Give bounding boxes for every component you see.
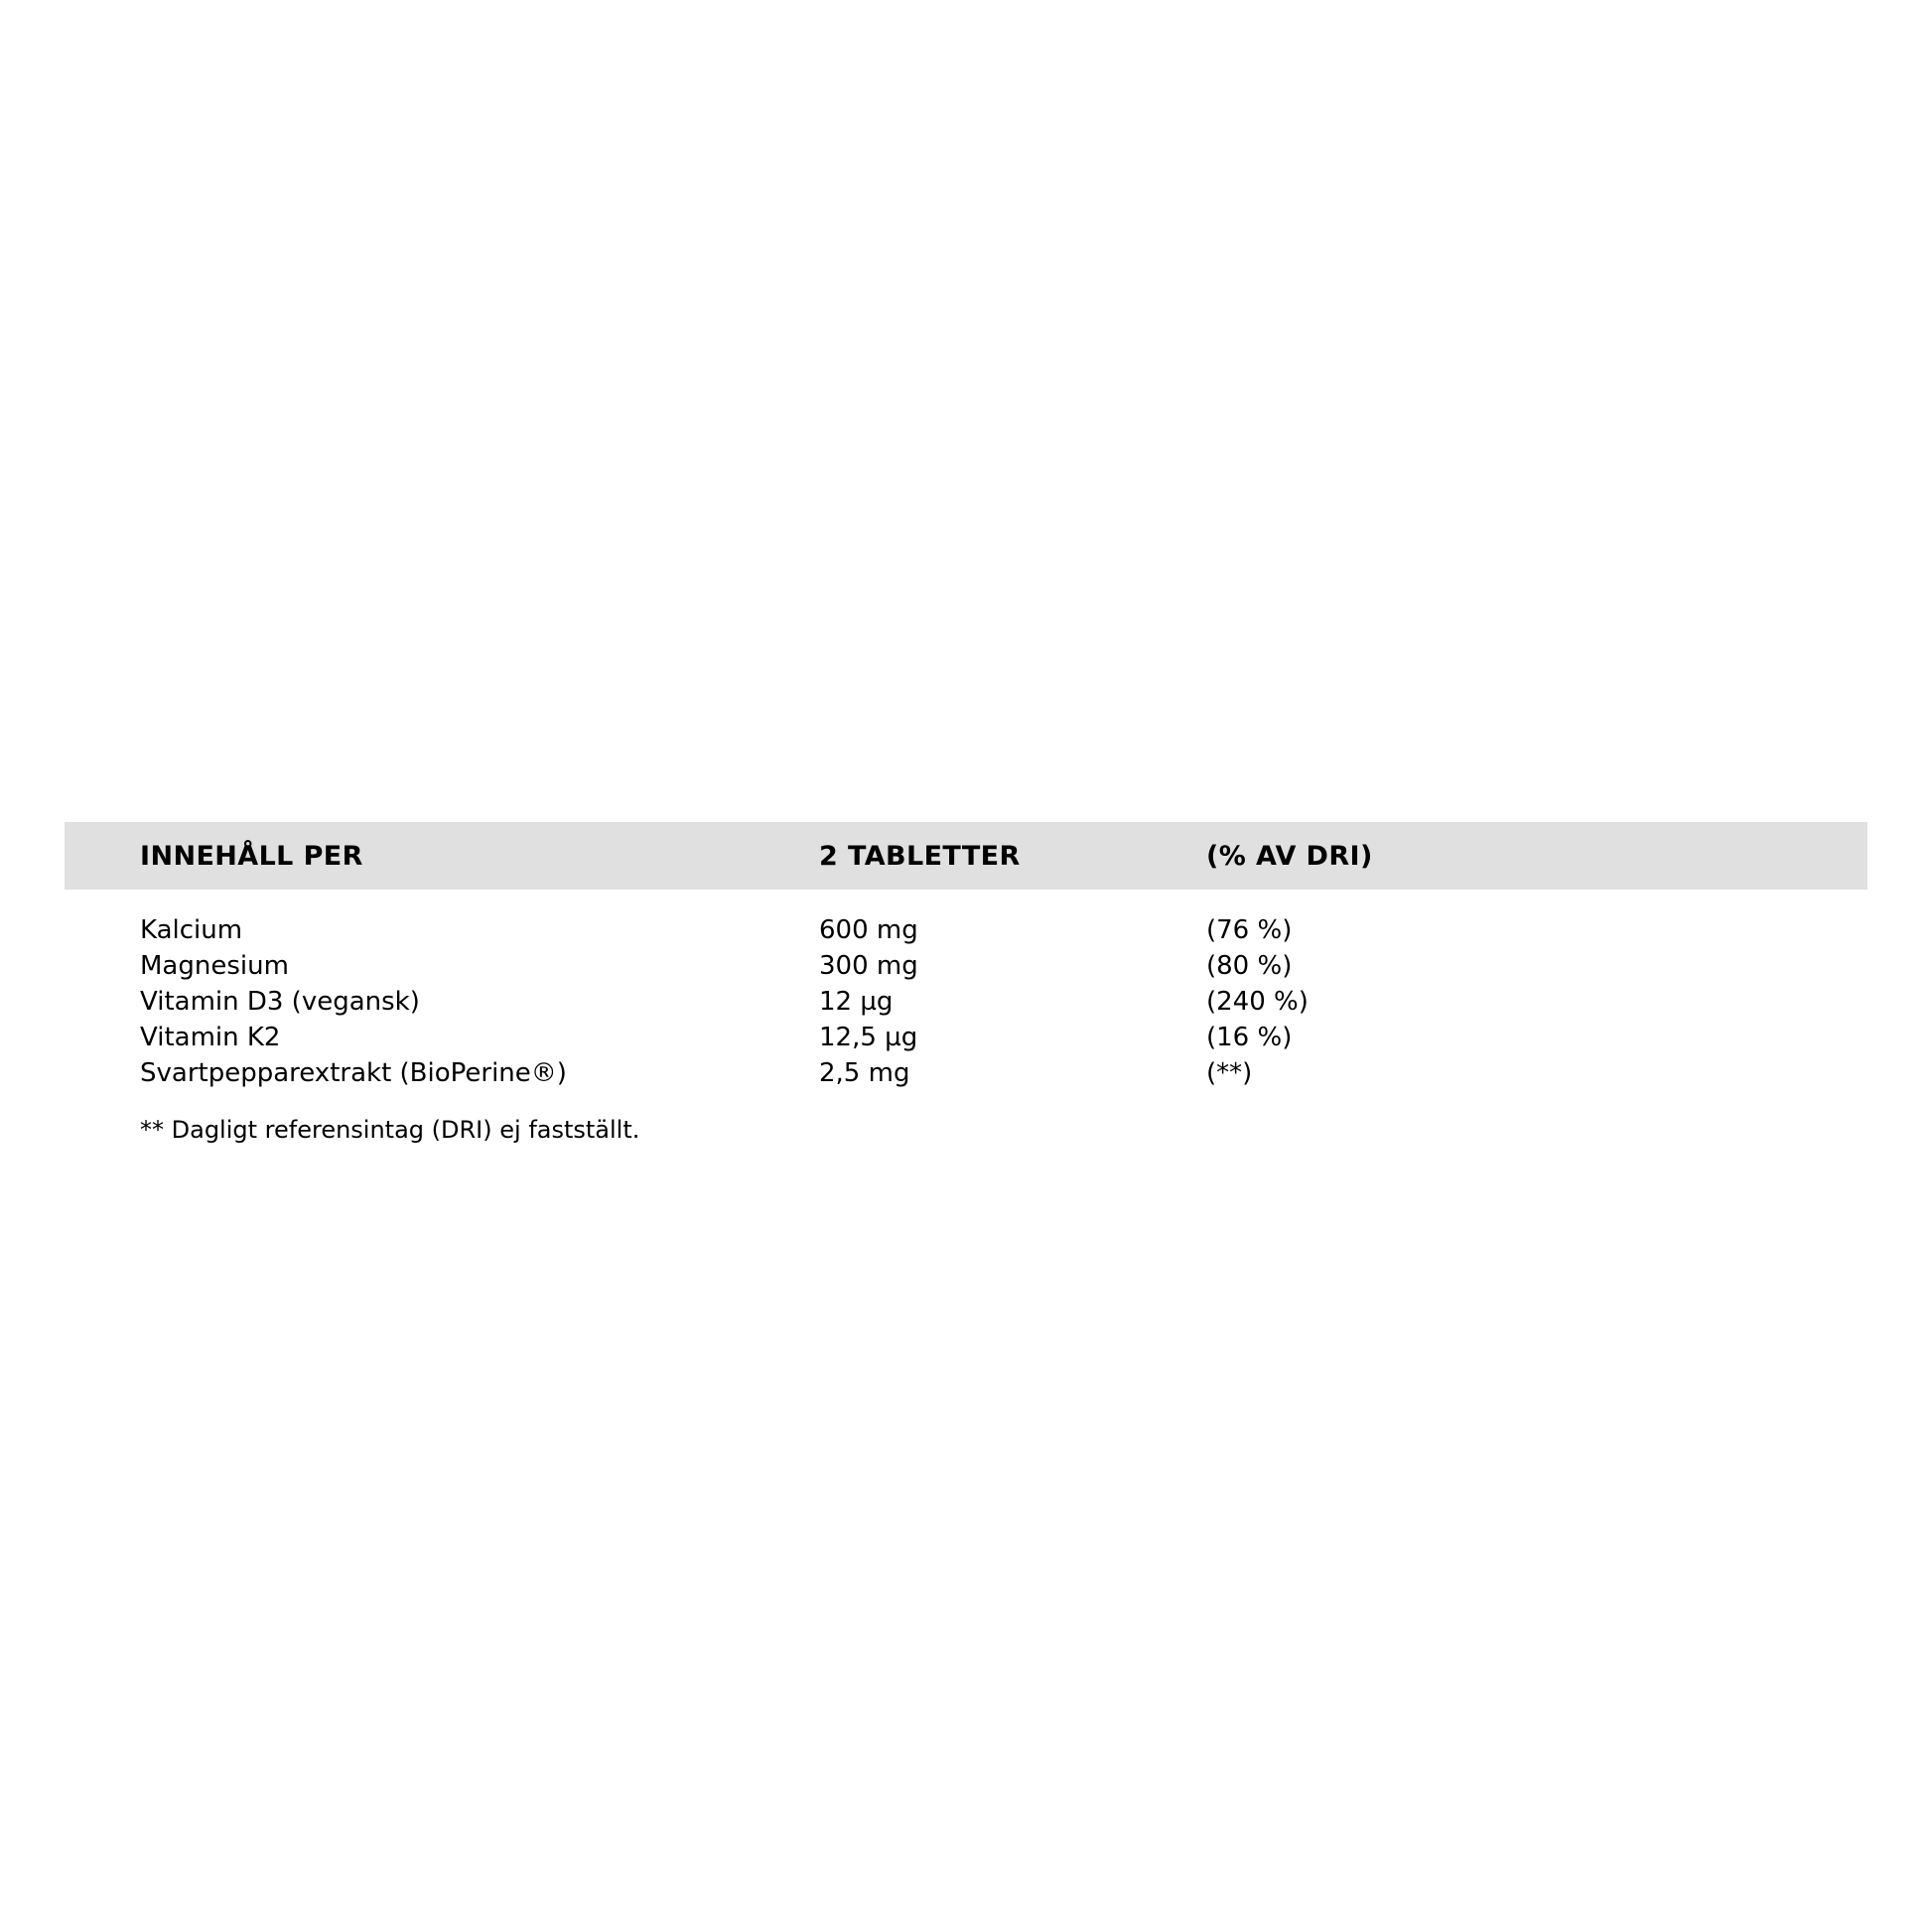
cell-dri: (240 %) <box>1206 987 1309 1017</box>
cell-dri: (16 %) <box>1206 1023 1293 1052</box>
table-row <box>65 987 1867 1023</box>
column-header-ingredient: INNEHÅLL PER <box>140 840 363 872</box>
cell-dri: (76 %) <box>1206 915 1293 945</box>
column-header-amount: 2 TABLETTER <box>819 840 1021 872</box>
column-header-dri: (% AV DRI) <box>1206 840 1373 872</box>
cell-ingredient: Vitamin K2 <box>140 1023 281 1052</box>
cell-ingredient: Svartpepparextrakt (BioPerine®) <box>140 1058 567 1088</box>
table-row <box>65 1058 1867 1094</box>
cell-amount: 12,5 µg <box>819 1023 918 1052</box>
table-body <box>65 915 1867 1094</box>
table-row <box>65 915 1867 951</box>
cell-ingredient: Vitamin D3 (vegansk) <box>140 987 420 1017</box>
cell-amount: 2,5 mg <box>819 1058 910 1088</box>
cell-dri: (**) <box>1206 1058 1253 1088</box>
cell-dri: (80 %) <box>1206 951 1293 981</box>
table-row <box>65 1023 1867 1058</box>
cell-amount: 12 µg <box>819 987 894 1017</box>
table-row <box>65 951 1867 987</box>
cell-amount: 300 mg <box>819 951 918 981</box>
table-footnote: ** Dagligt referensintag (DRI) ej fastställt. <box>140 1116 640 1144</box>
cell-ingredient: Magnesium <box>140 951 289 981</box>
cell-ingredient: Kalcium <box>140 915 243 945</box>
table-header-row <box>65 822 1867 890</box>
cell-amount: 600 mg <box>819 915 918 945</box>
nutrition-facts-panel <box>65 822 1867 1144</box>
